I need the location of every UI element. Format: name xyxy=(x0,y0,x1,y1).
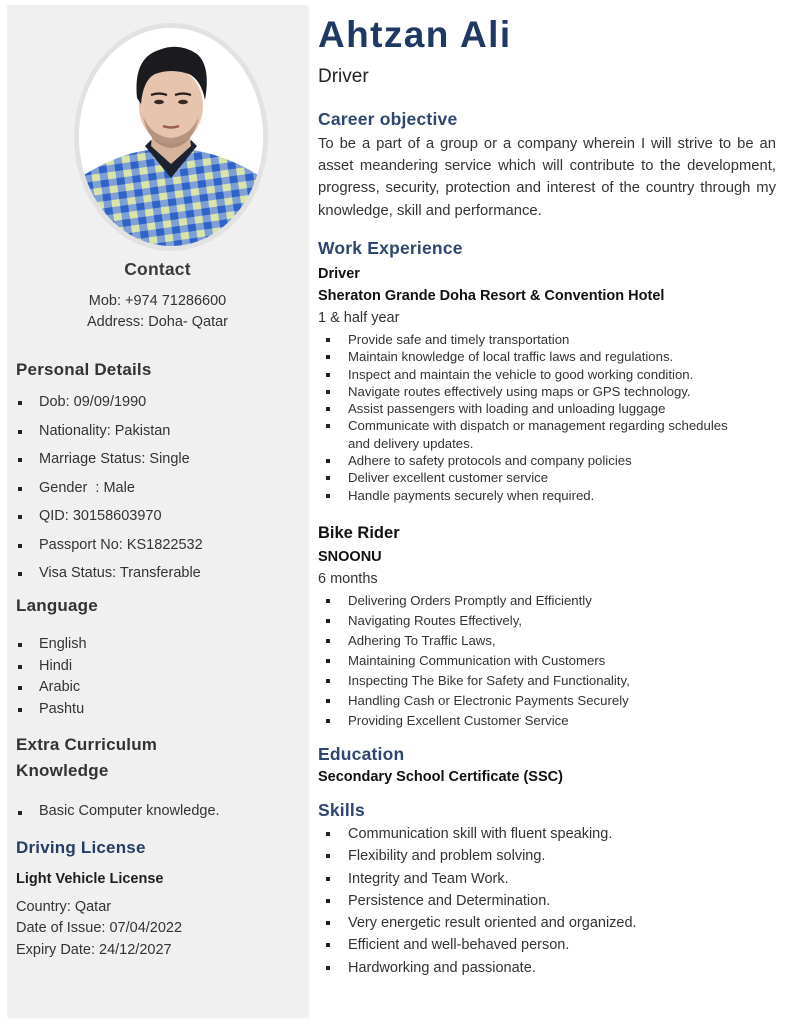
job-company: SNOONU xyxy=(318,549,382,565)
job-duty-item: Delivering Orders Promptly and Efficiently xyxy=(318,591,778,611)
skills-list xyxy=(318,823,778,979)
language-item: Hindi xyxy=(16,657,87,679)
job-duration: 1 & half year xyxy=(318,310,400,326)
career-objective-text: To be a part of a group or a company wherein I will strive to be an asset meandering service which will contribute to the development, progress, security, protection and interest of the country through my knowledge, skill and performance. xyxy=(318,136,776,219)
driving-license-heading: Driving License xyxy=(16,838,146,857)
job-duty-item: Provide safe and timely transportation xyxy=(318,331,778,348)
contact-mobile: Mob: +974 71286600 xyxy=(88,293,227,309)
skill-item: Communication skill with fluent speaking. xyxy=(318,823,778,845)
job-duty-item: Navigating Routes Effectively, xyxy=(318,611,778,631)
profile-photo-image xyxy=(79,28,263,246)
extra-curriculum-heading: Extra Curriculum xyxy=(16,735,158,754)
job-duty-item: Handling Cash or Electronic Payments Securely xyxy=(318,691,778,711)
job-duty-item: Adhere to safety protocols and company policies xyxy=(318,452,778,469)
language-item: Pashtu xyxy=(16,700,87,722)
job-duty-item: Deliver excellent customer service xyxy=(318,469,778,486)
skills-heading: Skills xyxy=(318,800,365,820)
contact-address: Address: Doha- Qatar xyxy=(86,314,229,330)
education-heading: Education xyxy=(318,744,405,764)
personal-detail-nationality: Nationality: Pakistan xyxy=(16,422,203,451)
personal-detail-passport: Passport No: KS1822532 xyxy=(16,536,203,565)
language-list xyxy=(16,635,87,721)
job-duties-list xyxy=(318,331,778,504)
skill-item: Very energetic result oriented and organized. xyxy=(318,912,778,934)
skill-item: Flexibility and problem solving. xyxy=(318,845,778,867)
license-expiry-date: Expiry Date: 24/12/2027 xyxy=(16,942,172,958)
job-title: Driver xyxy=(318,66,369,87)
job-duty-item: Adhering To Traffic Laws, xyxy=(318,631,778,651)
extra-curriculum-item: Basic Computer knowledge. xyxy=(16,803,220,819)
personal-detail-dob: Dob: 09/09/1990 xyxy=(16,393,203,422)
extra-curriculum-list xyxy=(16,803,220,819)
extra-curriculum-heading-line2: Knowledge xyxy=(16,761,109,780)
personal-details-heading: Personal Details xyxy=(16,360,152,379)
candidate-name: Ahtzan Ali xyxy=(318,14,512,55)
skill-item: Efficient and well-behaved person. xyxy=(318,934,778,956)
job-duty-item: Handle payments securely when required. xyxy=(318,487,778,504)
job-duty-item: Assist passengers with loading and unloading luggage xyxy=(318,400,778,417)
job-duty-item: Providing Excellent Customer Service xyxy=(318,711,778,731)
personal-details-list xyxy=(16,393,203,593)
personal-detail-qid: QID: 30158603970 xyxy=(16,507,203,536)
education-degree: Secondary School Certificate (SSC) xyxy=(318,769,563,785)
job-role: Driver xyxy=(318,266,360,282)
profile-photo-frame xyxy=(74,23,268,251)
job-duty-item: Communicate with dispatch or management regarding schedules and delivery updates. xyxy=(318,417,778,452)
sidebar xyxy=(7,5,308,1017)
job-duty-item: Maintaining Communication with Customers xyxy=(318,651,778,671)
license-type: Light Vehicle License xyxy=(16,871,164,887)
skill-item: Integrity and Team Work. xyxy=(318,868,778,890)
personal-detail-visa-status: Visa Status: Transferable xyxy=(16,564,203,593)
personal-detail-gender: Gender : Male xyxy=(16,479,203,508)
contact-heading: Contact xyxy=(124,259,191,279)
license-issue-date: Date of Issue: 07/04/2022 xyxy=(16,920,183,936)
license-country: Country: Qatar xyxy=(16,899,112,915)
language-item: Arabic xyxy=(16,678,87,700)
job-company: Sheraton Grande Doha Resort & Convention Hotel xyxy=(318,288,665,304)
language-heading: Language xyxy=(16,596,98,615)
work-experience-heading: Work Experience xyxy=(318,238,463,258)
job-duty-item: Inspecting The Bike for Safety and Functionality, xyxy=(318,671,778,691)
job-duty-item: Inspect and maintain the vehicle to good working condition. xyxy=(318,366,778,383)
personal-detail-marriage-status: Marriage Status: Single xyxy=(16,450,203,479)
job-duty-item: Maintain knowledge of local traffic laws and regulations. xyxy=(318,348,778,365)
language-item: English xyxy=(16,635,87,657)
job-duty-item: Navigate routes effectively using maps or GPS technology. xyxy=(318,383,778,400)
skill-item: Hardworking and passionate. xyxy=(318,957,778,979)
job-role: Bike Rider xyxy=(318,524,400,542)
career-objective-heading: Career objective xyxy=(318,109,458,129)
skill-item: Persistence and Determination. xyxy=(318,890,778,912)
profile-photo xyxy=(79,28,263,246)
job-duration: 6 months xyxy=(318,571,378,587)
job-duties-list xyxy=(318,591,778,731)
